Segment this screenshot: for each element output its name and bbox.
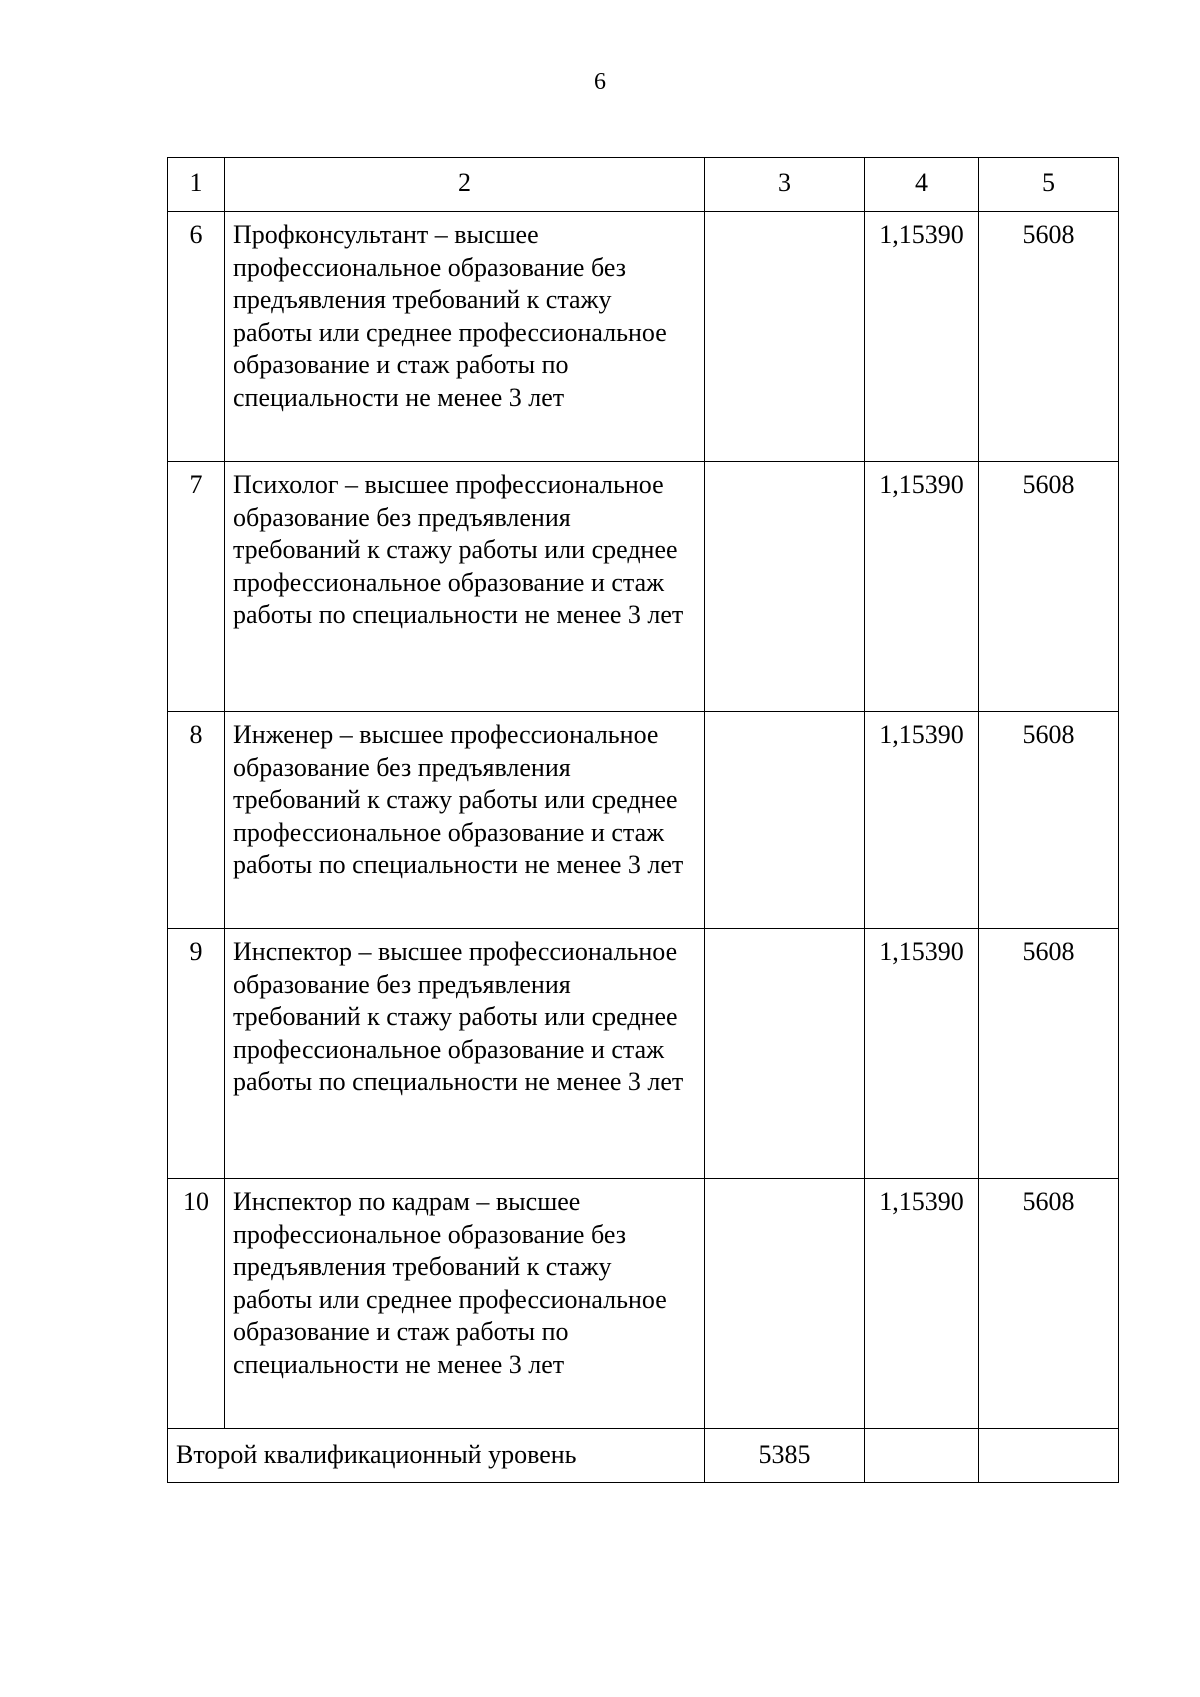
col3-value — [705, 929, 865, 1179]
header-cell-1: 1 — [168, 158, 225, 212]
position-description: Профконсультант – высшее профессиональное образование без предъявления требований к стажу работы или среднее профессиональное образование и стаж работы по специальности не менее 3 лет — [225, 212, 705, 462]
row-number: 8 — [168, 712, 225, 929]
page-number: 6 — [594, 69, 606, 95]
table-row — [168, 212, 1119, 462]
amount-value: 5608 — [979, 462, 1119, 712]
header-cell-4: 4 — [865, 158, 979, 212]
coefficient-value: 1,15390 — [865, 1179, 979, 1429]
amount-value: 5608 — [979, 1179, 1119, 1429]
qualification-level-label: Второй квалификационный уровень — [168, 1429, 705, 1483]
coefficient-value: 1,15390 — [865, 212, 979, 462]
table-row — [168, 929, 1119, 1179]
row-number: 9 — [168, 929, 225, 1179]
col3-value — [705, 712, 865, 929]
salary-table — [167, 157, 1119, 1483]
col3-value — [705, 1179, 865, 1429]
qualification-level-row — [168, 1429, 1119, 1483]
coefficient-value: 1,15390 — [865, 929, 979, 1179]
position-description: Инспектор – высшее профессиональное образование без предъявления требований к стажу работы или среднее профессиональное образование и стаж работы по специальности не менее 3 лет — [225, 929, 705, 1179]
coefficient-value: 1,15390 — [865, 712, 979, 929]
header-cell-3: 3 — [705, 158, 865, 212]
amount-value: 5608 — [979, 712, 1119, 929]
position-description: Инспектор по кадрам – высшее профессиональное образование без предъявления требований к стажу работы или среднее профессиональное образование и стаж работы по специальности не менее 3 лет — [225, 1179, 705, 1429]
coefficient-value: 1,15390 — [865, 462, 979, 712]
row-number: 10 — [168, 1179, 225, 1429]
footer-col4 — [865, 1429, 979, 1483]
header-cell-2: 2 — [225, 158, 705, 212]
table-header-row — [168, 158, 1119, 212]
table-row — [168, 462, 1119, 712]
table-row — [168, 1179, 1119, 1429]
amount-value: 5608 — [979, 212, 1119, 462]
base-salary-value: 5385 — [705, 1429, 865, 1483]
header-cell-5: 5 — [979, 158, 1119, 212]
col3-value — [705, 212, 865, 462]
row-number: 7 — [168, 462, 225, 712]
position-description: Инженер – высшее профессиональное образование без предъявления требований к стажу работы или среднее профессиональное образование и стаж работы по специальности не менее 3 лет — [225, 712, 705, 929]
table-row — [168, 712, 1119, 929]
position-description: Психолог – высшее профессиональное образование без предъявления требований к стажу работы или среднее профессиональное образование и стаж работы по специальности не менее 3 лет — [225, 462, 705, 712]
col3-value — [705, 462, 865, 712]
row-number: 6 — [168, 212, 225, 462]
footer-col5 — [979, 1429, 1119, 1483]
amount-value: 5608 — [979, 929, 1119, 1179]
